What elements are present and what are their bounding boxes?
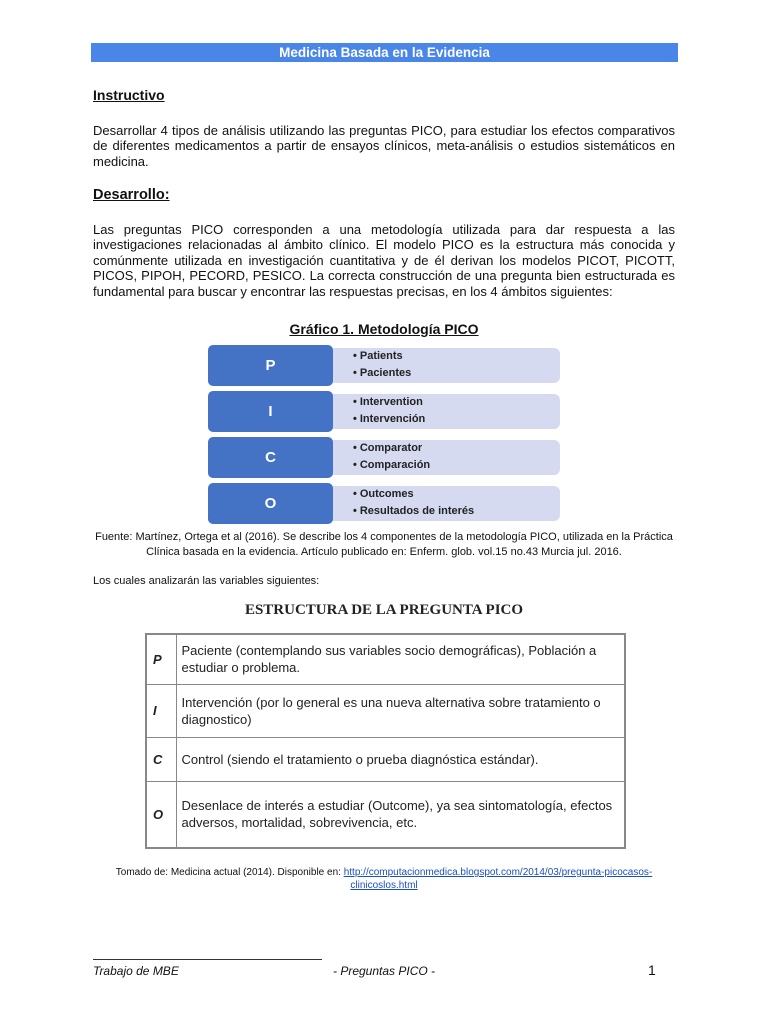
pico-letter: O: [208, 483, 333, 524]
variables-intro: Los cuales analizarán las variables siguientes:: [93, 575, 320, 587]
table-key: C: [146, 737, 176, 781]
structure-title: ESTRUCTURA DE LA PREGUNTA PICO: [244, 602, 524, 618]
pico-row-o: [208, 483, 562, 524]
table-value: Desenlace de interés a estudiar (Outcome), ya sea sintomatología, efectos adversos, mortalidad, sobrevivencia, etc.: [176, 781, 625, 848]
source-prefix: Tomado de: Medicina actual (2014). Disponible en:: [115, 867, 344, 878]
pico-letter: I: [208, 391, 333, 432]
pico-letter: P: [208, 345, 333, 386]
source-link[interactable]: http://computacionmedica.blogspot.com/2014/03/pregunta-picocasos-clinicoslos.html: [343, 867, 653, 891]
instructivo-text: Desarrollar 4 tipos de análisis utilizando las preguntas PICO, para estudiar los efectos comparativos de diferentes medicamentos a partir de ensayos clínicos, meta-análisis o estudios sistemáticos en medicina.: [93, 123, 675, 169]
document-header: Medicina Basada en la Evidencia: [91, 43, 678, 62]
pico-item: • Intervention: [353, 394, 425, 411]
table-key: I: [146, 684, 176, 737]
desarrollo-text: Las preguntas PICO corresponden a una metodología utilizada para dar respuesta a las investigaciones relacionadas al ámbito clínico. El modelo PICO es la estructura más conocida y comúnmente utilizada en investigación cuantitativa y de él derivan los modelos PICOT, PICOTT, PICOS, PIPOH, PECORD, PESICO. La correcta construcción de una pregunta bien estructurada es fundamental para buscar y encontrar las respuestas precisas, en los 4 ámbitos siguientes:: [93, 222, 675, 299]
pico-item: • Resultados de interés: [353, 503, 474, 520]
desarrollo-heading: Desarrollo:: [93, 187, 170, 203]
table-key: P: [146, 634, 176, 684]
pico-item: • Comparator: [353, 440, 430, 457]
pico-item: • Pacientes: [353, 365, 411, 382]
table-row: [146, 684, 625, 737]
structure-table: [145, 633, 626, 849]
table-row: [146, 781, 625, 848]
pico-items: [353, 486, 474, 520]
pico-item: • Comparación: [353, 457, 430, 474]
pico-row-c: [208, 437, 562, 478]
pico-item: • Patients: [353, 348, 411, 365]
pico-letter: C: [208, 437, 333, 478]
pico-items: [353, 348, 411, 382]
footer-divider: [93, 959, 322, 960]
table-row: [146, 737, 625, 781]
table-key: O: [146, 781, 176, 848]
figure-caption: Fuente: Martínez, Ortega et al (2016). Se describe los 4 componentes de la metodología PICO, utilizada en la Práctica Clínica basada en la evidencia. Artículo publicado en: Enferm. glob. vol.15 no.43 Murcia jul. 2016.: [95, 531, 673, 558]
table-row: [146, 634, 625, 684]
figure-title: Gráfico 1. Metodología PICO: [289, 321, 479, 337]
source-note: [93, 866, 675, 892]
page-number: 1: [648, 962, 656, 978]
footer-left: Trabajo de MBE: [93, 964, 179, 978]
table-value: Paciente (contemplando sus variables socio demográficas), Población a estudiar o problema.: [176, 634, 625, 684]
instructivo-heading: Instructivo: [93, 87, 165, 103]
table-value: Intervención (por lo general es una nueva alternativa sobre tratamiento o diagnostico): [176, 684, 625, 737]
pico-row-p: [208, 345, 562, 386]
pico-item: • Outcomes: [353, 486, 474, 503]
pico-row-i: [208, 391, 562, 432]
table-value: Control (siendo el tratamiento o prueba diagnóstica estándar).: [176, 737, 625, 781]
footer-center: - Preguntas PICO -: [333, 964, 436, 978]
pico-items: [353, 440, 430, 474]
pico-items: [353, 394, 425, 428]
pico-item: • Intervención: [353, 411, 425, 428]
